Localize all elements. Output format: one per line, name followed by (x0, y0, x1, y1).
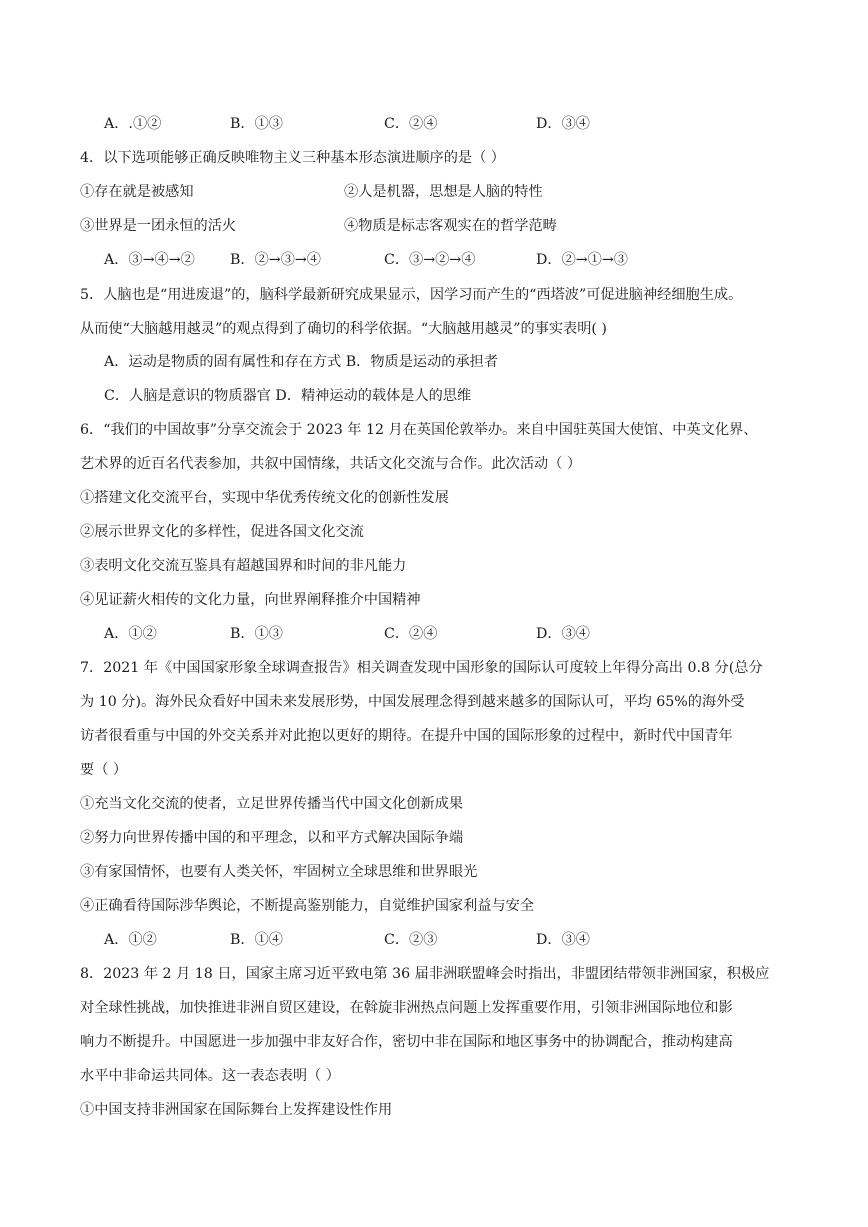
q7-stem-line-3: 访者很看重与中国的外交关系并对此抱以更好的期待。在提升中国的国际形象的过程中，新时代中国青年 (80, 728, 733, 744)
q5-stem-line-1: 5．人脑也是“用进废退”的，脑科学最新研究成果显示，因学习而产生的“西塔波”可促进脑神经细胞生成。 (80, 287, 743, 303)
q3-option-a: A．.①② (104, 116, 162, 132)
q7-option-a: A．①② (104, 932, 157, 948)
q6-option-d: D．③④ (536, 626, 590, 642)
q3-option-d: D．③④ (536, 116, 590, 132)
q4-option-c: C．③→②→④ (384, 252, 476, 268)
q7-item-3: ③有家国情怀，也要有人类关怀，牢固树立全球思维和世界眼光 (80, 864, 478, 880)
q7-stem-line-1: 7．2021 年《中国国家形象全球调查报告》相关调查发现中国形象的国际认可度较上年得分高出 0.8 分(总分 (80, 660, 763, 676)
q4-item-4: ④物质是标志客观实在的哲学范畴 (344, 218, 557, 234)
q6-item-4: ④见证薪火相传的文化力量，向世界阐释推介中国精神 (80, 592, 421, 608)
q7-option-d: D．③④ (536, 932, 590, 948)
q6-stem-line-2: 艺术界的近百名代表参加，共叙中国情缘，共话文化交流与合作。此次活动（ ） (80, 456, 582, 472)
q5-stem-line-2: 从而使“大脑越用越灵”的观点得到了确切的科学依据。“大脑越用越灵”的事实表明( ) (80, 321, 607, 337)
q6-item-3: ③表明文化交流互鉴具有超越国界和时间的非凡能力 (80, 558, 407, 574)
q7-option-b: B．①④ (230, 932, 283, 948)
q6-option-b: B．①③ (230, 626, 283, 642)
q8-stem-line-3: 响力不断提升。中国愿进一步加强中非友好合作，密切中非在国际和地区事务中的协调配合，推动构建高 (80, 1034, 733, 1050)
q7-item-2: ②努力向世界传播中国的和平理念，以和平方式解决国际争端 (80, 830, 464, 846)
q4-option-b: B．②→③→④ (230, 252, 321, 268)
q4-option-d: D．②→①→③ (536, 252, 628, 268)
q3-option-c: C．②④ (384, 116, 438, 132)
q7-stem-line-2: 为 10 分)。海外民众看好中国未来发展形势，中国发展理念得到越来越多的国际认可，平均 65%的海外受 (80, 694, 745, 710)
q4-item-2: ②人是机器，思想是人脑的特性 (344, 184, 543, 200)
q6-item-1: ①搭建文化交流平台，实现中华优秀传统文化的创新性发展 (80, 490, 449, 506)
q7-item-1: ①充当文化交流的使者，立足世界传播当代中国文化创新成果 (80, 796, 464, 812)
q3-option-b: B．①③ (230, 116, 283, 132)
q8-item-1: ①中国支持非洲国家在国际舞台上发挥建设性作用 (80, 1102, 393, 1118)
q4-stem: 4．以下选项能够正确反映唯物主义三种基本形态演进顺序的是（ ） (80, 150, 505, 166)
q4-item-1: ①存在就是被感知 (80, 184, 194, 200)
q8-stem-line-1: 8．2023 年 2 月 18 日，国家主席习近平致电第 36 届非洲联盟峰会时指出，非盟团结带领非洲国家，积极应 (80, 966, 770, 982)
q6-item-2: ②展示世界文化的多样性，促进各国文化交流 (80, 524, 364, 540)
q6-stem-line-1: 6．“我们的中国故事”分享交流会于 2023 年 12 月在英国伦敦举办。来自中国驻英国大使馆、中英文化界、 (80, 422, 758, 438)
q5-options-cd: C．人脑是意识的物质器官 D．精神运动的载体是人的思维 (104, 388, 472, 404)
q7-item-4: ④正确看待国际涉华舆论，不断提高鉴别能力，自觉维护国家利益与安全 (80, 898, 535, 914)
q4-option-a: A．③→④→② (104, 252, 195, 268)
q8-stem-line-2: 对全球性挑战，加快推进非洲自贸区建设，在斡旋非洲热点问题上发挥重要作用，引领非洲国际地位和影 (80, 1000, 733, 1016)
q8-stem-line-4: 水平中非命运共同体。这一表态表明（ ） (80, 1068, 340, 1084)
q7-option-c: C．②③ (384, 932, 438, 948)
q5-options-ab: A．运动是物质的固有属性和存在方式 B．物质是运动的承担者 (104, 354, 499, 370)
q4-item-3: ③世界是一团永恒的活火 (80, 218, 237, 234)
q7-stem-line-4: 要（ ） (80, 762, 128, 778)
q6-option-a: A．①② (104, 626, 157, 642)
q6-option-c: C．②④ (384, 626, 438, 642)
